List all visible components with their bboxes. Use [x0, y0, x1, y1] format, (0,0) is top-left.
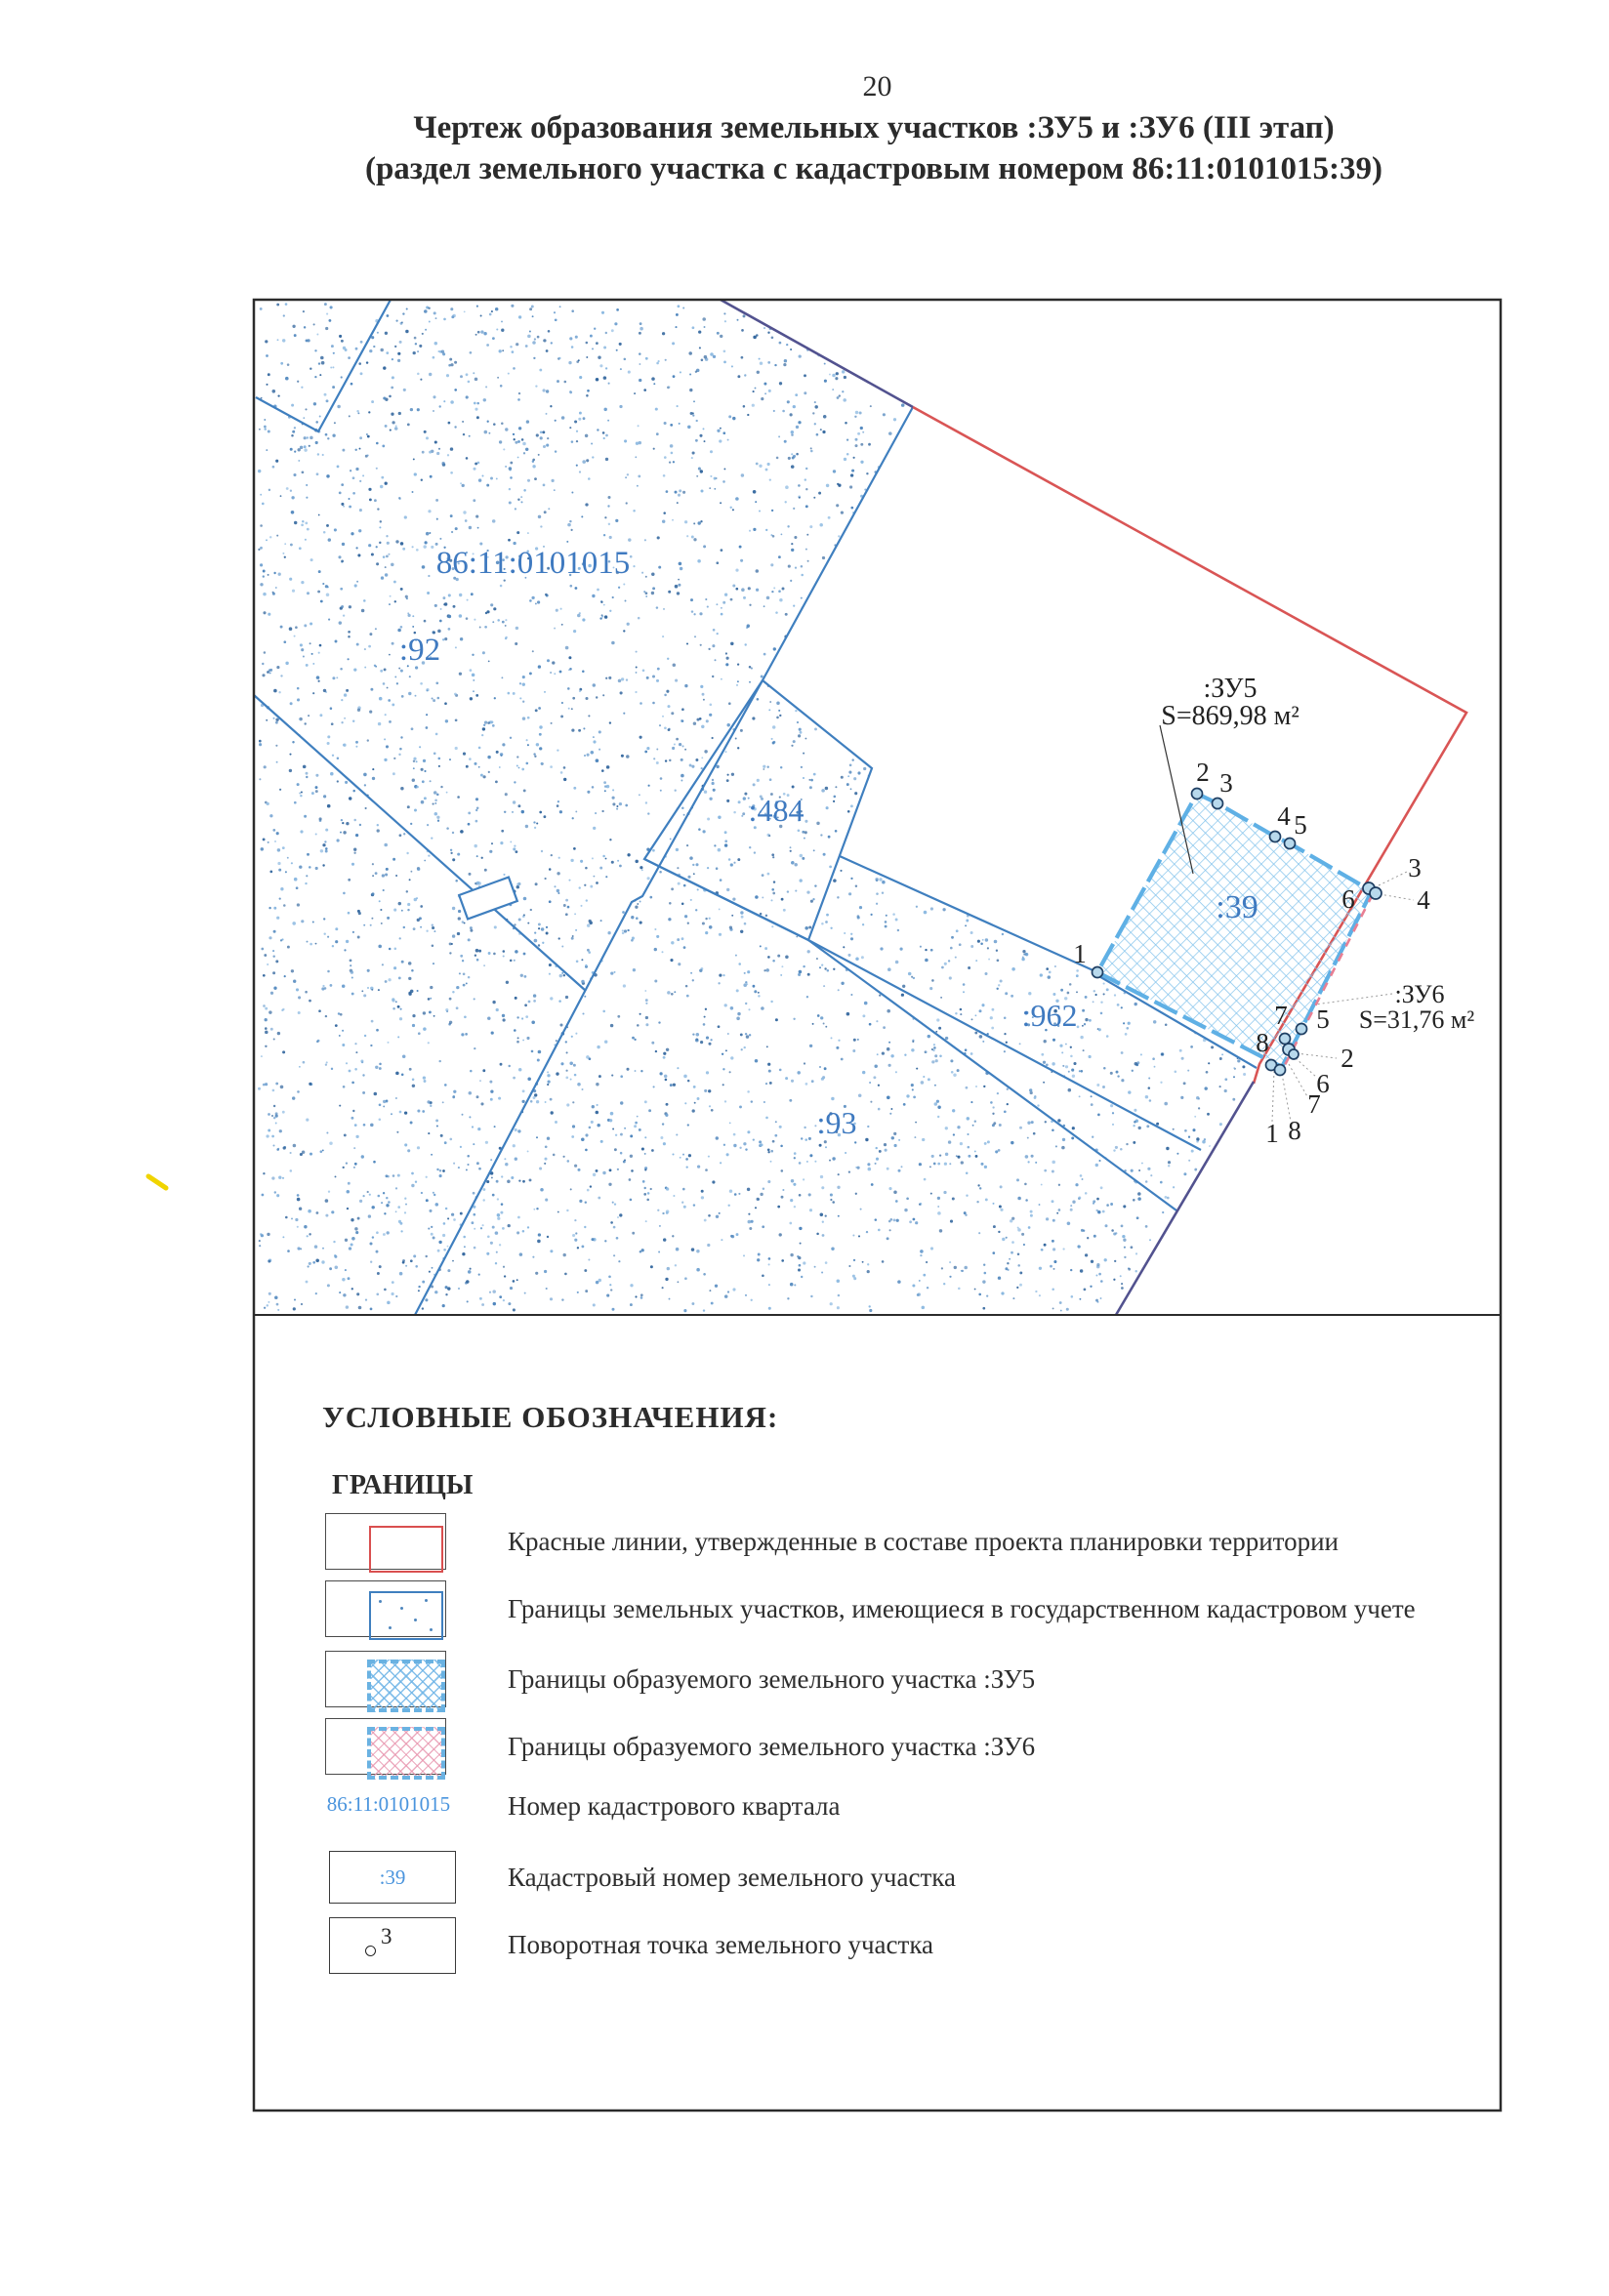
red-line-symbol	[369, 1526, 443, 1573]
point-marker	[1297, 1024, 1307, 1035]
point-label-c2: 2	[1341, 1044, 1354, 1073]
point-marker	[1275, 1065, 1286, 1076]
point-marker	[1285, 839, 1296, 849]
legend-parcel-number-key: :39	[379, 1865, 406, 1889]
point-marker	[1270, 832, 1281, 842]
zu6-hatch-symbol	[367, 1727, 445, 1780]
legend-quarter-number-key: 86:11:0101015	[326, 1792, 451, 1816]
point-label-4: 4	[1277, 801, 1291, 831]
boundary-main-diagonal	[415, 680, 763, 1315]
point-marker	[1213, 799, 1223, 809]
turn-point-icon	[365, 1946, 376, 1956]
point-label-c7: 7	[1274, 1001, 1288, 1030]
point-label-5: 5	[1294, 810, 1307, 840]
legend-subtitle: ГРАНИЦЫ	[332, 1470, 474, 1500]
page-number: 20	[862, 70, 892, 102]
legend-label: Границы образуемого земельного участка :ЗУ5	[508, 1663, 1036, 1694]
legend-swatch-zu6	[325, 1718, 446, 1775]
legend-turn-point-box	[329, 1917, 456, 1974]
legend-label: Номер кадастрового квартала	[508, 1790, 841, 1821]
legend-turn-point-key: 3	[381, 1924, 392, 1948]
legend-label: Границы образуемого земельного участка :ЗУ6	[508, 1731, 1036, 1761]
point-label-3: 3	[1219, 768, 1233, 798]
label-484: :484	[748, 793, 804, 828]
point-label-1: 1	[1073, 939, 1087, 968]
point-label-6: 6	[1341, 884, 1355, 914]
zu5-name: :ЗУ5	[1203, 674, 1258, 704]
legend-label: Красные линии, утвержденные в составе проекта планировки территории	[508, 1526, 1340, 1556]
legend-row-zu5-borders	[325, 1651, 1036, 1707]
point-label-3r: 3	[1408, 853, 1422, 882]
legend-swatch-zu5	[325, 1651, 446, 1707]
point-label-2: 2	[1196, 758, 1210, 787]
legend-label: Кадастровый номер земельного участка	[508, 1862, 956, 1892]
zu5-hatch-symbol	[367, 1660, 445, 1712]
point-marker	[1280, 1034, 1291, 1045]
drawing-title-line1: Чертеж образования земельных участков :ЗУ5 и :ЗУ6 (III этап)	[413, 110, 1335, 145]
legend-row-zu6-borders	[325, 1718, 1036, 1775]
yellow-mark	[148, 1176, 166, 1188]
label-93: :93	[816, 1105, 857, 1140]
point-label-c1: 1	[1265, 1119, 1279, 1148]
drawing-title-line2: (раздел земельного участка с кадастровым номером 86:11:0101015:39)	[364, 151, 1383, 186]
boundary-notch	[256, 300, 391, 431]
building-outline	[459, 878, 517, 920]
zu5-area: S=869,98 м²	[1161, 701, 1300, 731]
point-label-c8b: 8	[1288, 1116, 1301, 1145]
zu6-name: :ЗУ6	[1394, 980, 1445, 1008]
point-marker	[1093, 967, 1103, 978]
label-92: :92	[398, 633, 441, 668]
label-39: :39	[1216, 889, 1258, 925]
legend-row-red-lines	[325, 1513, 1340, 1570]
point-label-c5: 5	[1316, 1004, 1330, 1034]
point-marker	[1289, 1049, 1299, 1059]
point-label-c7b: 7	[1307, 1089, 1321, 1119]
legend-label: Поворотная точка земельного участка	[508, 1929, 934, 1959]
legend-swatch-cadastre-borders	[325, 1580, 446, 1637]
point-label-c6: 6	[1316, 1069, 1330, 1098]
legend-title: УСЛОВНЫЕ ОБОЗНАЧЕНИЯ:	[322, 1400, 779, 1434]
point-marker	[1370, 887, 1382, 899]
boundary-branch	[254, 695, 586, 991]
legend-parcel-number-box	[329, 1851, 456, 1904]
legend-label: Границы земельных участков, имеющиеся в государственном кадастровом учете	[508, 1593, 1416, 1623]
label-962: :962	[1021, 998, 1078, 1033]
point-label-c8: 8	[1256, 1028, 1269, 1057]
point-marker	[1192, 789, 1203, 800]
label-quarter: 86:11:0101015	[435, 546, 631, 581]
zu6-area: S=31,76 м²	[1358, 1005, 1475, 1034]
cadastre-border-symbol	[369, 1591, 443, 1640]
legend-row-cadastre-borders	[325, 1580, 1416, 1637]
legend-swatch-red-lines	[325, 1513, 446, 1570]
point-label-4r: 4	[1417, 885, 1430, 915]
